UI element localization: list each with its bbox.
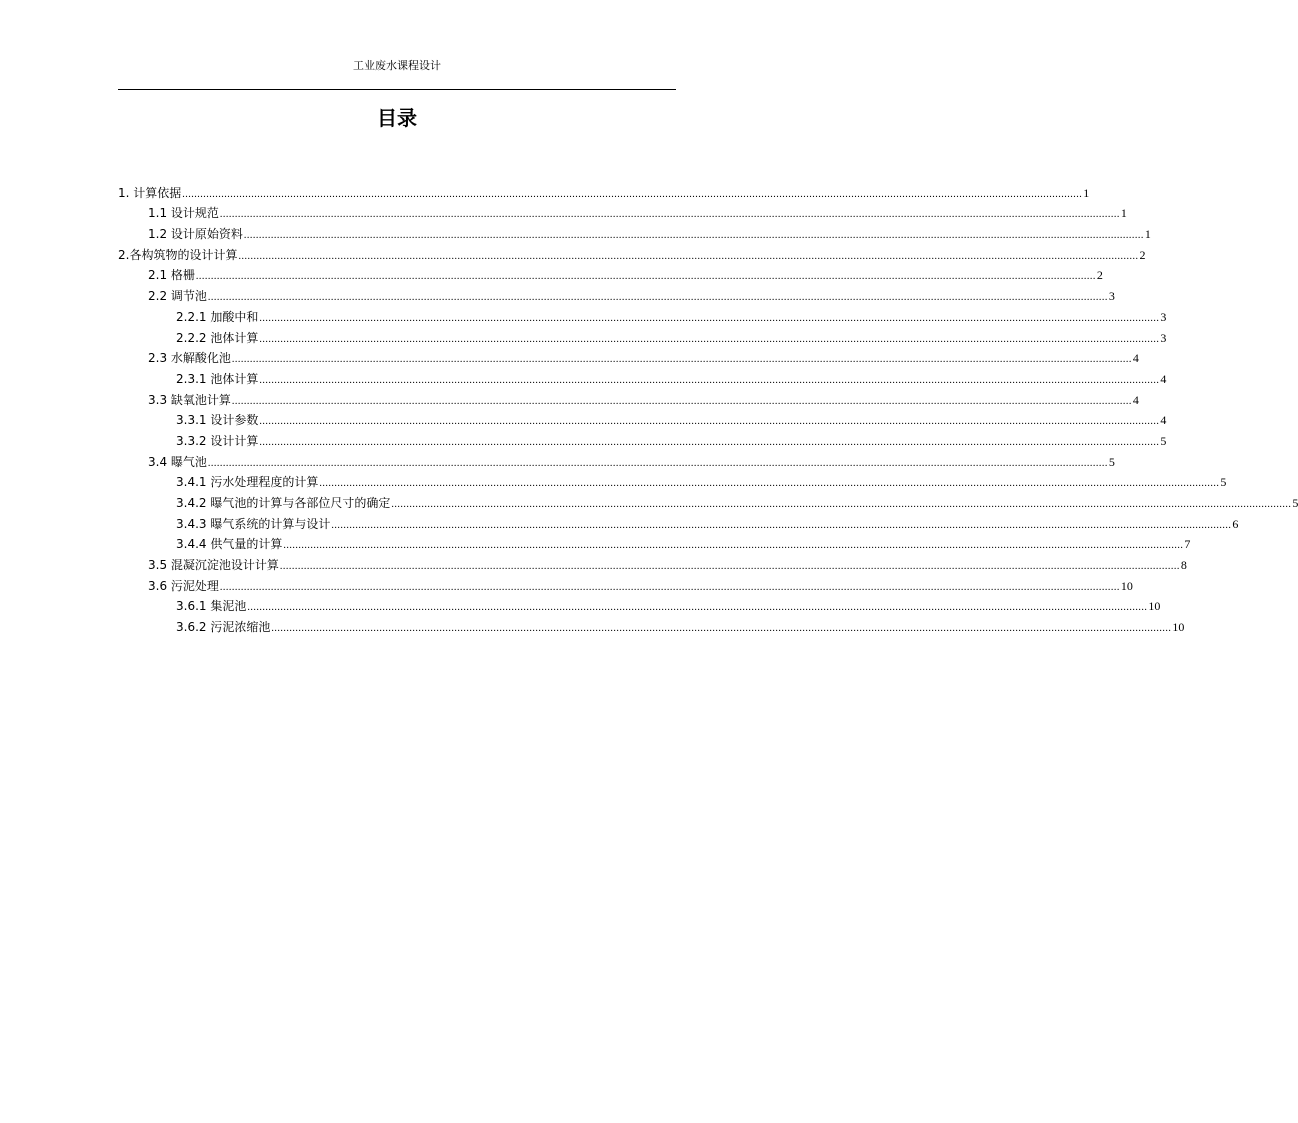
toc-leader-dots: ............................................................................................................................................................................................................................................................................................................ <box>319 478 1220 490</box>
toc-entry[interactable] <box>118 221 1151 242</box>
toc-entry-page-number: 8 <box>1180 558 1187 573</box>
table-of-contents <box>118 180 1298 635</box>
toc-entry[interactable] <box>118 594 1161 615</box>
toc-entry-label: 3.3.1 设计参数 <box>176 413 259 428</box>
toc-leader-dots: ............................................................................................................................................................................................................................................................................................................ <box>259 374 1160 386</box>
toc-entry-label: 3.3 缺氧池计算 <box>148 392 231 407</box>
toc-entry-label: 2.1 格栅 <box>148 268 195 283</box>
toc-entry-page-number: 5 <box>1292 496 1298 510</box>
toc-entry-page-number: 3 <box>1108 289 1115 304</box>
toc-entry[interactable] <box>118 304 1167 325</box>
toc-leader-dots: ............................................................................................................................................................................................................................................................................................................ <box>279 561 1180 573</box>
toc-entry-page-number: 10 <box>1120 578 1133 593</box>
toc-leader-dots: ............................................................................................................................................................................................................................................................................................................ <box>259 416 1160 428</box>
toc-entry[interactable] <box>118 180 1090 201</box>
toc-entry-page-number: 6 <box>1232 516 1239 531</box>
toc-leader-dots: ............................................................................................................................................................................................................................................................................................................ <box>259 333 1160 345</box>
toc-entry-page-number: 4 <box>1132 351 1139 366</box>
toc-entry-label: 3.4.2 曝气池的计算与各部位尺寸的确定 <box>176 496 391 510</box>
toc-entry[interactable] <box>118 387 1139 408</box>
toc-entry[interactable] <box>118 614 1185 635</box>
toc-entry[interactable] <box>118 408 1167 429</box>
toc-leader-dots: ............................................................................................................................................................................................................................................................................................................ <box>391 499 1292 510</box>
toc-entry-page-number: 10 <box>1172 620 1185 635</box>
toc-leader-dots: ............................................................................................................................................................................................................................................................................................................ <box>207 457 1108 469</box>
toc-entry[interactable] <box>118 552 1187 573</box>
toc-entry[interactable] <box>118 573 1133 594</box>
toc-entry-page-number: 2 <box>1139 247 1146 262</box>
toc-entry[interactable] <box>118 532 1191 553</box>
toc-leader-dots: ............................................................................................................................................................................................................................................................................................................ <box>247 602 1148 614</box>
toc-leader-dots: ............................................................................................................................................................................................................................................................................................................ <box>238 250 1139 262</box>
toc-entry-label: 2.3 水解酸化池 <box>148 351 231 366</box>
page-title: 目录 <box>377 106 417 130</box>
toc-entry[interactable] <box>118 449 1115 470</box>
toc-leader-dots: ............................................................................................................................................................................................................................................................................................................ <box>271 623 1172 635</box>
toc-leader-dots: ............................................................................................................................................................................................................................................................................................................ <box>283 540 1184 552</box>
toc-leader-dots: ............................................................................................................................................................................................................................................................................................................ <box>243 230 1144 242</box>
toc-entry-page-number: 5 <box>1108 454 1115 469</box>
toc-entry[interactable] <box>118 242 1146 263</box>
toc-leader-dots: ............................................................................................................................................................................................................................................................................................................ <box>259 312 1160 324</box>
toc-leader-dots: ............................................................................................................................................................................................................................................................................................................ <box>331 519 1232 531</box>
toc-entry-label: 3.6.1 集泥池 <box>176 599 247 614</box>
toc-entry-page-number: 3 <box>1160 309 1167 324</box>
toc-entry-page-number: 3 <box>1160 330 1167 345</box>
toc-entry[interactable] <box>118 325 1167 346</box>
toc-entry-label: 3.4.1 污水处理程度的计算 <box>176 475 319 490</box>
toc-entry-label: 2.2.2 池体计算 <box>176 330 259 345</box>
toc-entry[interactable] <box>118 366 1167 387</box>
toc-entry-label: 3.4.4 供气量的计算 <box>176 537 283 552</box>
toc-entry-label: 1. 计算依据 <box>118 185 182 200</box>
toc-entry-label: 1.1 设计规范 <box>148 206 219 221</box>
toc-entry-page-number: 4 <box>1160 413 1167 428</box>
toc-entry[interactable] <box>118 428 1167 449</box>
toc-entry-label: 3.6 污泥处理 <box>148 578 219 593</box>
toc-entry-label: 3.3.2 设计计算 <box>176 433 259 448</box>
toc-entry[interactable] <box>118 283 1115 304</box>
toc-entry[interactable] <box>118 511 1239 532</box>
toc-entry[interactable] <box>118 201 1127 222</box>
toc-leader-dots: ............................................................................................................................................................................................................................................................................................................ <box>259 436 1160 448</box>
toc-leader-dots: ............................................................................................................................................................................................................................................................................................................ <box>219 209 1120 221</box>
toc-entry-label: 2.2 调节池 <box>148 289 207 304</box>
toc-entry-page-number: 4 <box>1160 371 1167 386</box>
toc-entry[interactable] <box>118 490 1298 511</box>
page-header <box>118 58 676 90</box>
toc-entry-label: 3.4.3 曝气系统的计算与设计 <box>176 516 331 531</box>
toc-leader-dots: ............................................................................................................................................................................................................................................................................................................ <box>182 188 1083 200</box>
toc-entry[interactable] <box>118 346 1139 367</box>
toc-entry[interactable] <box>118 263 1103 284</box>
toc-entry-page-number: 7 <box>1184 537 1191 552</box>
toc-entry-page-number: 4 <box>1132 392 1139 407</box>
toc-entry-page-number: 1 <box>1083 185 1090 200</box>
toc-entry-label: 3.6.2 污泥浓缩池 <box>176 620 271 635</box>
toc-entry-label: 2.各构筑物的设计计算 <box>118 247 238 262</box>
toc-entry-page-number: 5 <box>1160 433 1167 448</box>
toc-entry-label: 2.2.1 加酸中和 <box>176 309 259 324</box>
toc-leader-dots: ............................................................................................................................................................................................................................................................................................................ <box>195 271 1096 283</box>
toc-entry-page-number: 5 <box>1220 475 1227 490</box>
toc-leader-dots: ............................................................................................................................................................................................................................................................................................................ <box>231 395 1132 407</box>
toc-entry-label: 1.2 设计原始资料 <box>148 227 243 242</box>
toc-entry-label: 2.3.1 池体计算 <box>176 371 259 386</box>
toc-entry-page-number: 1 <box>1120 206 1127 221</box>
toc-entry-page-number: 10 <box>1148 599 1161 614</box>
toc-leader-dots: ............................................................................................................................................................................................................................................................................................................ <box>207 292 1108 304</box>
toc-entry-label: 3.5 混凝沉淀池设计计算 <box>148 558 279 573</box>
toc-entry-page-number: 2 <box>1096 268 1103 283</box>
toc-entry-label: 3.4 曝气池 <box>148 454 207 469</box>
running-title: 工业废水课程设计 <box>353 59 441 72</box>
toc-leader-dots: ............................................................................................................................................................................................................................................................................................................ <box>231 354 1132 366</box>
toc-entry-page-number: 1 <box>1144 227 1151 242</box>
toc-entry[interactable] <box>118 470 1227 491</box>
toc-leader-dots: ............................................................................................................................................................................................................................................................................................................ <box>219 581 1120 593</box>
